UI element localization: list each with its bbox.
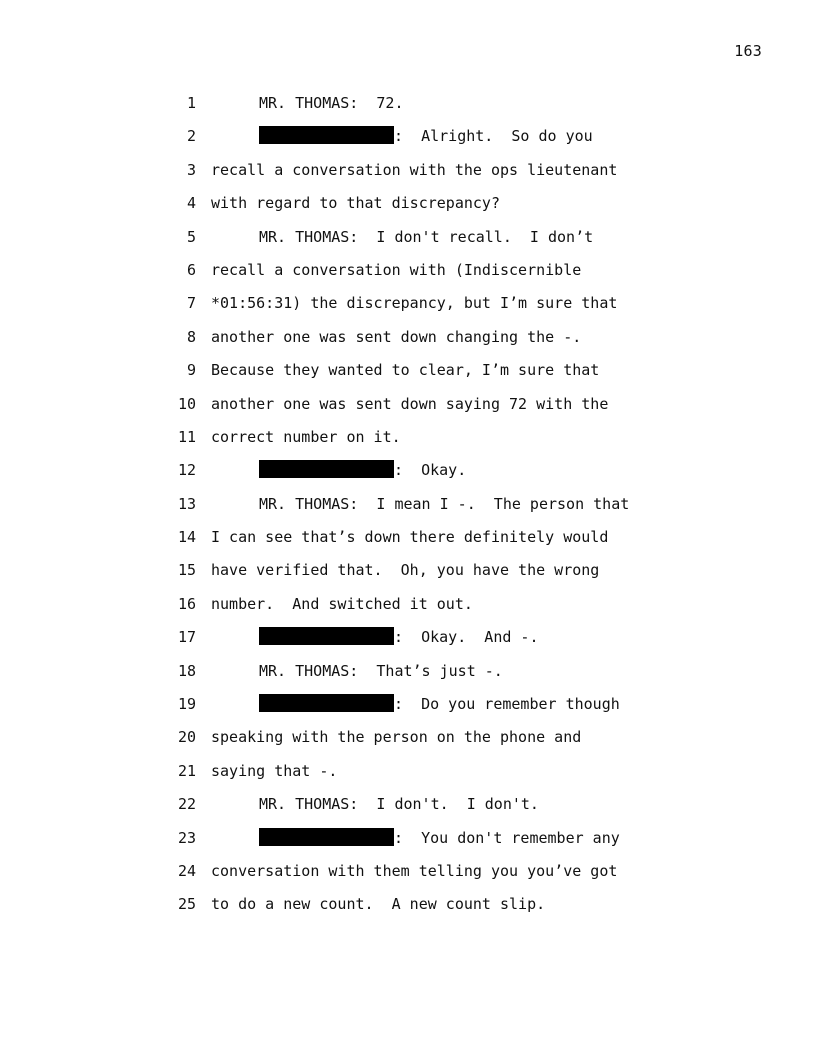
line-number: 25 xyxy=(177,895,196,914)
transcript-line xyxy=(0,660,816,693)
transcript-line xyxy=(0,860,816,893)
line-text xyxy=(211,726,581,748)
line-text xyxy=(211,559,599,581)
redaction-bar xyxy=(259,627,394,645)
transcript-line xyxy=(0,760,816,793)
line-text xyxy=(211,359,599,381)
line-content: have verified that. Oh, you have the wrong xyxy=(211,561,600,580)
line-text xyxy=(259,626,539,648)
line-number: 2 xyxy=(186,127,196,146)
transcript-line xyxy=(0,92,816,125)
line-content: another one was sent down changing the -. xyxy=(211,327,582,346)
line-text xyxy=(259,793,539,815)
redaction-bar xyxy=(259,694,394,712)
transcript-line xyxy=(0,192,816,225)
line-text xyxy=(211,259,581,281)
transcript-line xyxy=(0,559,816,592)
line-text xyxy=(259,493,629,515)
line-content: to do a new count. A new count slip. xyxy=(211,895,546,914)
line-text xyxy=(211,860,617,882)
line-number: 19 xyxy=(177,695,196,714)
line-text xyxy=(259,459,466,481)
line-text xyxy=(259,693,620,715)
transcript-line xyxy=(0,793,816,826)
redaction-bar xyxy=(259,460,394,478)
line-content: MR. THOMAS: 72. xyxy=(259,94,404,112)
line-content: correct number on it. xyxy=(211,427,401,446)
line-content: I can see that’s down there definitely would xyxy=(211,528,609,547)
line-content: saying that -. xyxy=(211,761,338,780)
transcript-line xyxy=(0,125,816,158)
transcript-line xyxy=(0,393,816,426)
line-number: 18 xyxy=(177,661,196,680)
line-content: : You don't remember any xyxy=(394,828,620,847)
line-number: 23 xyxy=(177,828,196,847)
line-text xyxy=(259,827,620,849)
line-text xyxy=(211,192,500,214)
line-number: 7 xyxy=(186,294,196,313)
transcript-line xyxy=(0,359,816,392)
line-number: 10 xyxy=(177,394,196,413)
redaction-bar xyxy=(259,828,394,846)
line-text xyxy=(211,326,581,348)
transcript-line xyxy=(0,259,816,292)
page-number: 163 xyxy=(734,42,762,60)
line-content: recall a conversation with (Indiscernible xyxy=(211,260,582,279)
transcript-line xyxy=(0,827,816,860)
transcript-line xyxy=(0,292,816,325)
line-text xyxy=(259,660,503,682)
line-number: 14 xyxy=(177,528,196,547)
line-text xyxy=(211,426,401,448)
line-number: 11 xyxy=(177,427,196,446)
line-number: 12 xyxy=(177,461,196,480)
line-number: 3 xyxy=(186,160,196,179)
line-number: 16 xyxy=(177,594,196,613)
line-number: 4 xyxy=(186,194,196,213)
line-text xyxy=(259,125,593,147)
line-text xyxy=(211,526,608,548)
line-content: MR. THOMAS: I don't. I don't. xyxy=(259,795,539,814)
line-number: 9 xyxy=(186,361,196,380)
line-number: 1 xyxy=(186,94,196,112)
transcript-line xyxy=(0,493,816,526)
line-content: MR. THOMAS: I mean I -. The person that xyxy=(259,494,630,513)
transcript-line xyxy=(0,626,816,659)
line-content: *01:56:31) the discrepancy, but I’m sure that xyxy=(211,294,618,313)
line-content: : Okay. xyxy=(394,461,467,480)
line-number: 5 xyxy=(186,227,196,246)
transcript-line xyxy=(0,893,816,926)
line-text xyxy=(211,593,473,615)
line-number: 24 xyxy=(177,861,196,880)
line-content: : Okay. And -. xyxy=(394,628,539,647)
line-content: with regard to that discrepancy? xyxy=(211,194,500,213)
line-number: 6 xyxy=(186,260,196,279)
line-content: conversation with them telling you you’ve got xyxy=(211,861,618,880)
line-text xyxy=(211,159,617,181)
line-number: 22 xyxy=(177,795,196,814)
line-text xyxy=(211,760,337,782)
line-number: 15 xyxy=(177,561,196,580)
line-number: 8 xyxy=(186,327,196,346)
line-number: 13 xyxy=(177,494,196,513)
line-content: : Do you remember though xyxy=(394,695,620,714)
line-content: : Alright. So do you xyxy=(394,127,593,146)
redaction-bar xyxy=(259,126,394,144)
transcript-line xyxy=(0,226,816,259)
transcript-line xyxy=(0,459,816,492)
line-content: MR. THOMAS: I don't recall. I don’t xyxy=(259,227,594,246)
transcript-body xyxy=(0,92,816,927)
transcript-line xyxy=(0,159,816,192)
transcript-line xyxy=(0,693,816,726)
line-content: recall a conversation with the ops lieutenant xyxy=(211,160,618,179)
line-number: 17 xyxy=(177,628,196,647)
transcript-line xyxy=(0,526,816,559)
line-text xyxy=(211,393,608,415)
line-number: 20 xyxy=(177,728,196,747)
transcript-line xyxy=(0,593,816,626)
line-content: another one was sent down saying 72 with the xyxy=(211,394,609,413)
line-content: Because they wanted to clear, I’m sure that xyxy=(211,361,600,380)
line-text xyxy=(211,893,545,915)
line-content: number. And switched it out. xyxy=(211,594,473,613)
line-number: 21 xyxy=(177,761,196,780)
line-text xyxy=(259,226,593,248)
transcript-line xyxy=(0,426,816,459)
line-text xyxy=(259,92,404,114)
transcript-line xyxy=(0,326,816,359)
transcript-line xyxy=(0,726,816,759)
line-content: MR. THOMAS: That’s just -. xyxy=(259,661,503,680)
line-text xyxy=(211,292,617,314)
line-content: speaking with the person on the phone and xyxy=(211,728,582,747)
